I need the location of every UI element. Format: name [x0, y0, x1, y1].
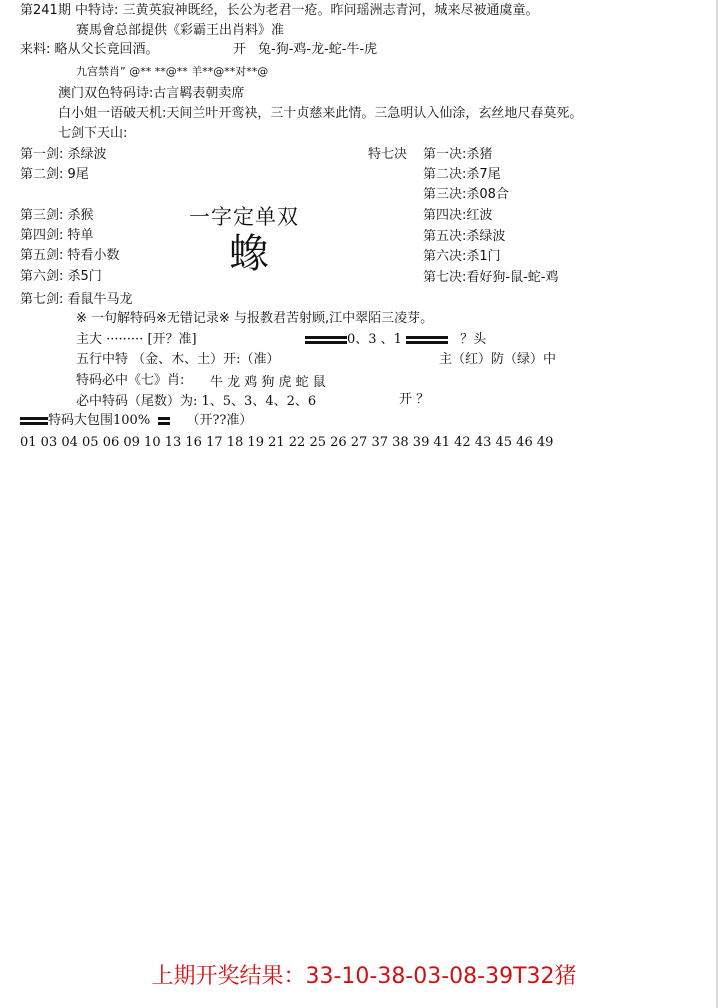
- texiao-zodiacs: 牛 龙 鸡 狗 虎 蛇 鼠: [210, 375, 326, 390]
- bar-divider-icon: [305, 335, 347, 345]
- bai-xiaojie-line: 白小姐一语破天机:天间兰叶开鸾袂，三十贞慈来此情。三急明认入仙涂，玄丝地尺春莫死。: [58, 106, 583, 121]
- baowei-row: [20, 414, 252, 427]
- sword-item: 第二剑: 9尾: [20, 167, 89, 182]
- sword-item: 第三剑: 杀猴: [20, 208, 94, 223]
- macau-poem-line: 澳门双色特码诗:古言羁表朝卖席: [58, 86, 245, 101]
- zhuda-label: 主大 ········· [开？准]: [76, 332, 197, 347]
- weishu-label: 必中特码（尾数）为: 1、5、3、4、2、6: [76, 394, 317, 409]
- seven-swords-title: 七剑下天山:: [58, 126, 128, 141]
- right-border: [716, 0, 718, 1008]
- laiyuan-open-label: 开: [233, 42, 247, 57]
- wuxing-label: 五行中特 （金、木、土）开:（准）: [76, 352, 280, 367]
- bar-divider-icon: [20, 416, 48, 426]
- period-poem-line: 第241期 中特诗: 三黄英寂神既经，长公为老君一疮。昨问瑶洲志青河，城来尽被通虞童。: [20, 3, 539, 18]
- sword-item: 第五剑: 特看小数: [20, 248, 120, 263]
- sword-item: 第七剑: 看鼠牛马龙: [20, 292, 133, 307]
- zhuda-tail: ？头: [460, 332, 487, 347]
- sword-item: 第六剑: 杀5门: [20, 269, 102, 284]
- jue-item: 第五决:杀绿波: [423, 229, 506, 244]
- bar-divider-icon: [158, 416, 170, 426]
- sword-item: 第一剑: 杀绿波: [20, 147, 107, 162]
- number-list: 01 03 04 05 06 09 10 13 16 17 18 19 21 22 25 26 27 37 38 39 41 42 43 45 46 49: [20, 435, 554, 450]
- jue-item: 第六决:杀1门: [423, 249, 501, 264]
- jue-item: 第七决:看好狗-鼠-蛇-鸡: [423, 270, 559, 285]
- laiyuan-text: 来料: 略从父长竟回酒。: [20, 42, 159, 57]
- jue-item: 第四决:红波: [423, 208, 493, 223]
- jue-item: 第一决:杀猪: [423, 147, 493, 162]
- single-double-heading: 一字定单双: [189, 205, 299, 229]
- baowei-label: 特码大包围100%: [48, 413, 151, 428]
- sword-item: 第四剑: 特单: [20, 228, 94, 243]
- laiyuan-open-value: 兔-狗-鸡-龙-蛇-牛-虎: [258, 42, 378, 57]
- one-line-tip: ※ 一句解特码※无错记录※ 与报教君苦射顾,江中翠陌三凌芽。: [76, 311, 434, 326]
- provider-line: 赛馬會总部提供《彩霸王出肖料》准: [76, 23, 285, 38]
- baowei-open: （开??准）: [186, 413, 253, 428]
- zhuda-heads-row: [305, 333, 486, 346]
- seven-jue-title: 特七决: [368, 147, 408, 162]
- last-draw-result: 上期开奖结果：33-10-38-03-08-39T32猪: [151, 964, 577, 989]
- bar-divider-icon: [406, 335, 448, 345]
- texiao-label: 特码必中《七》肖:: [76, 373, 185, 388]
- zhuda-heads: 0、3 、1: [347, 332, 402, 347]
- jue-item: 第二决:杀7尾: [423, 167, 501, 182]
- nine-palace-line: 九宫禁肖” @** **@** 羊**@**对**@: [76, 65, 269, 78]
- weishu-open: 开 ？: [399, 392, 430, 407]
- jue-item: 第三决:杀08合: [423, 187, 509, 202]
- single-double-character: 蟓: [229, 231, 269, 277]
- wuxing-right: 主（红）防（绿）中: [439, 352, 557, 367]
